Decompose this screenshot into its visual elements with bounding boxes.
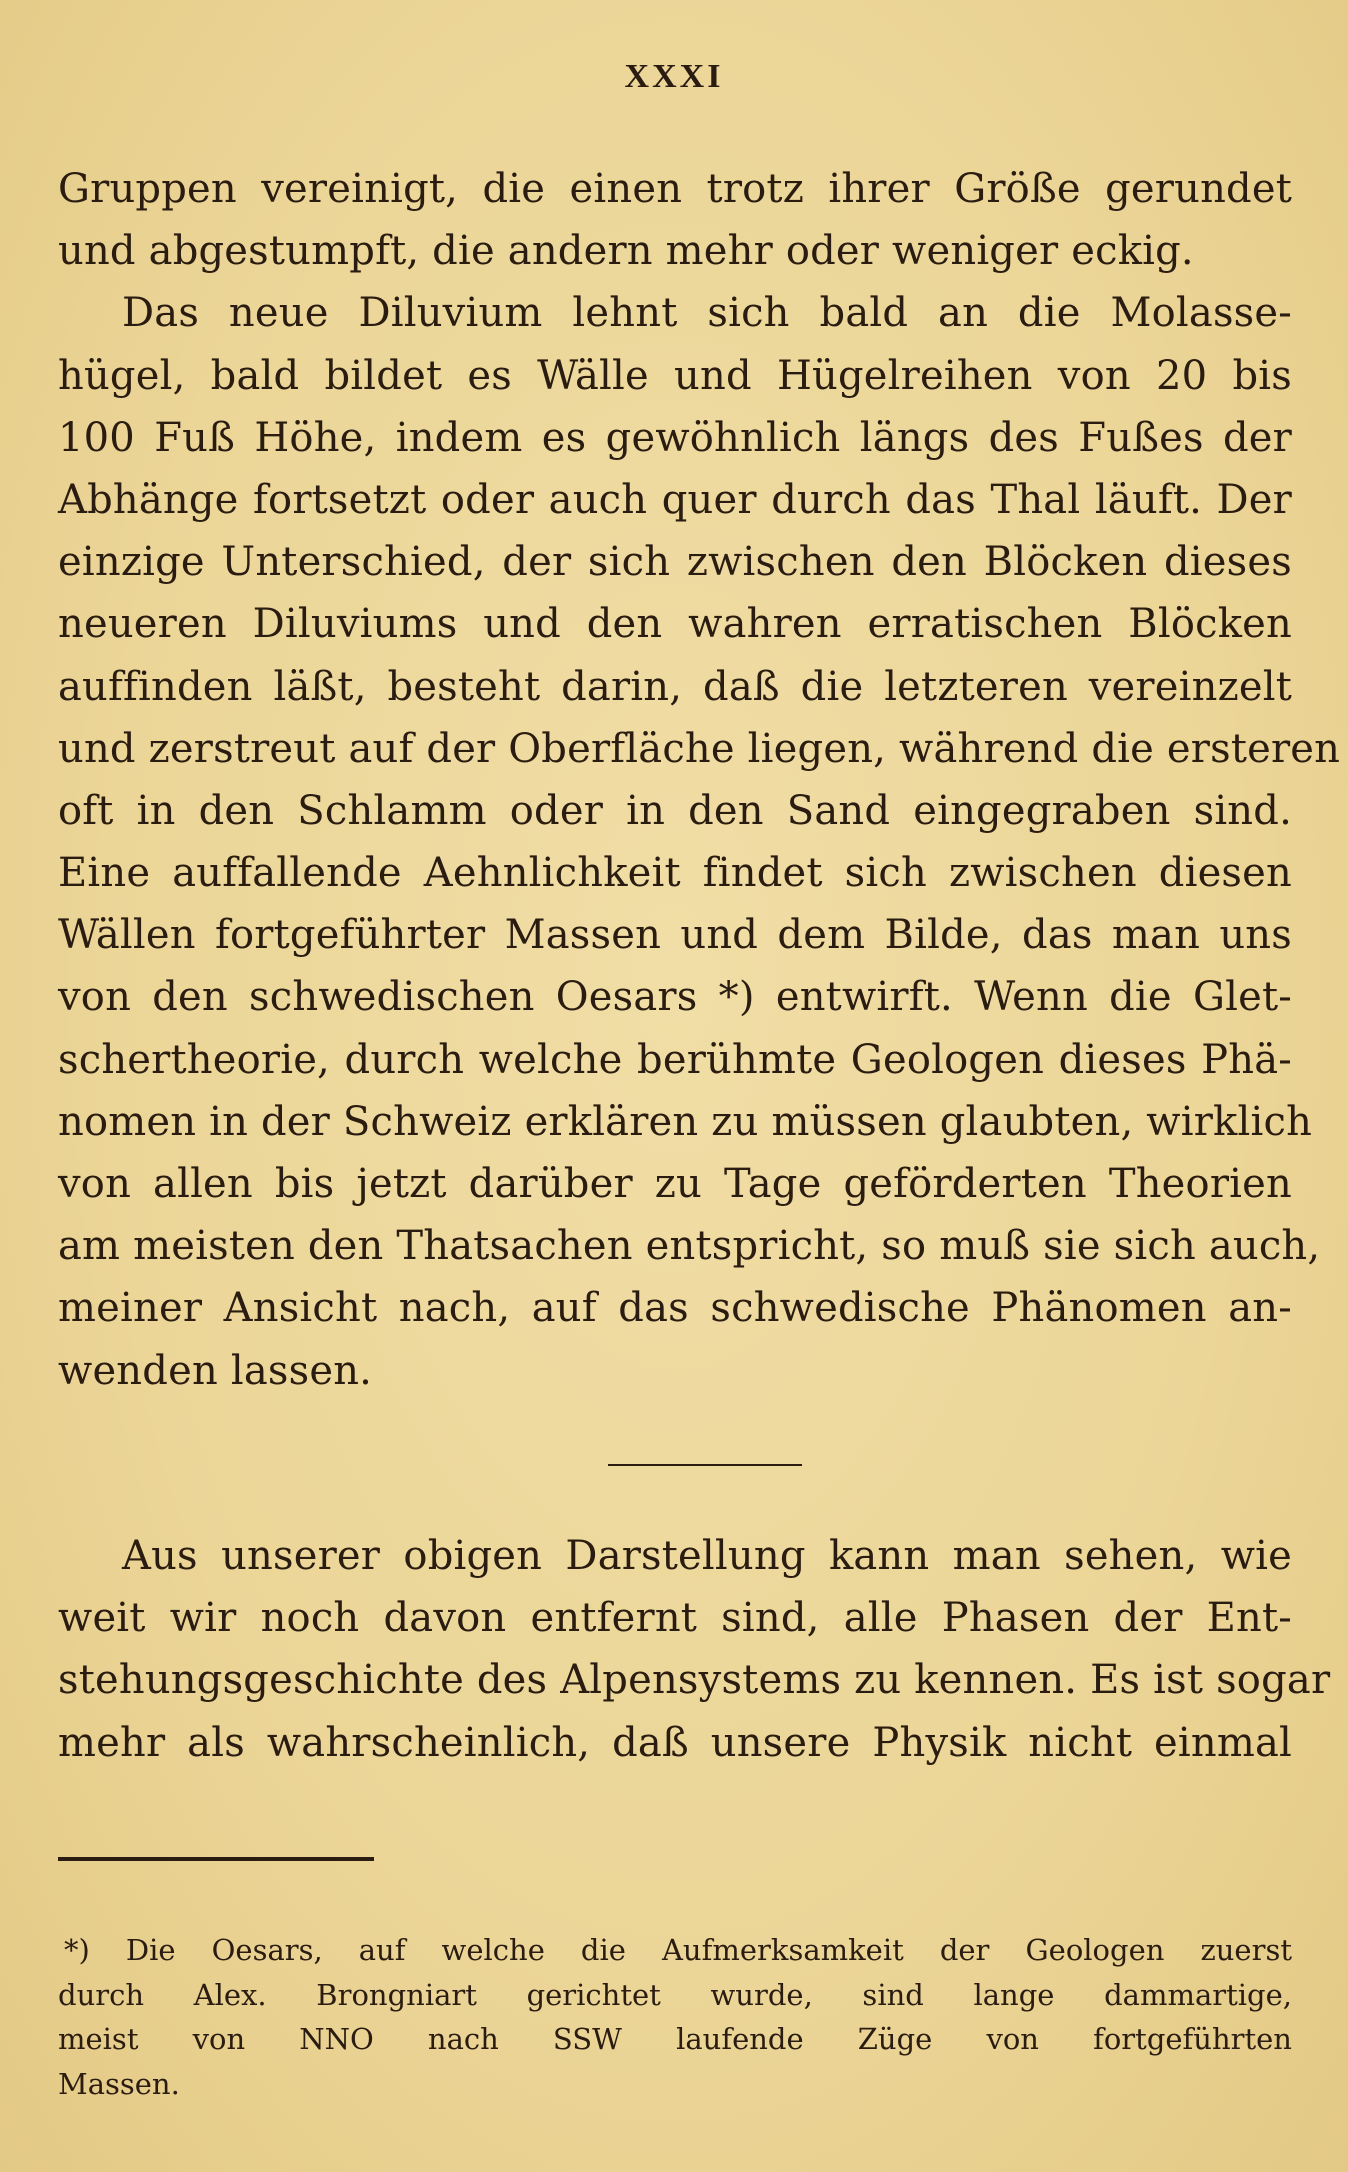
text-line: auffinden läßt, besteht darin, daß die letzteren vereinzelt — [58, 663, 1292, 710]
text-line: neueren Diluviums und den wahren erratischen Blöcken — [58, 601, 1292, 648]
paragraph-diluvium — [58, 158, 1341, 1402]
text-line: einzige Unterschied, der sich zwischen den Blöcken dieses — [58, 539, 1292, 586]
text-line: Abhänge fortsetzt oder auch quer durch das Thal läuft. Der — [58, 476, 1292, 523]
text-line: und zerstreut auf der Oberfläche liegen, während die ersteren — [58, 725, 1341, 772]
text-line: 100 Fuß Höhe, indem es gewöhnlich längs des Fußes der — [58, 414, 1292, 461]
footnote-line: Massen. — [58, 2066, 180, 2101]
text-line: Das neue Diluvium lehnt sich bald an die Molasse- — [122, 290, 1292, 337]
text-line: oft in den Schlamm oder in den Sand eingegraben sind. — [58, 787, 1292, 834]
footnote-line: durch Alex. Brongniart gerichtet wurde, sind lange dammartige, — [58, 1977, 1292, 2012]
page-number: XXXI — [624, 58, 724, 95]
text-line: hügel, bald bildet es Wälle und Hügelreihen von 20 bis — [58, 352, 1292, 399]
text-line: von allen bis jetzt darüber zu Tage geförderten Theorien — [58, 1161, 1292, 1207]
footnote-line: *) Die Oesars, auf welche die Aufmerksamkeit der Geologen zuerst — [64, 1933, 1292, 1967]
text-line: Aus unserer obigen Darstellung kann man sehen, wie — [122, 1533, 1292, 1579]
text-line: meiner Ansicht nach, auf das schwedische Phänomen an- — [58, 1285, 1292, 1332]
footnote-divider — [58, 1857, 374, 1861]
text-line: und abgestumpft, die andern mehr oder weniger eckig. — [58, 228, 1194, 275]
footnote-line: meist von NNO nach SSW laufende Züge von fortgeführten — [58, 2022, 1292, 2056]
text-line: weit wir noch davon entfernt sind, alle Phasen der Ent- — [58, 1595, 1292, 1642]
text-line: nomen in der Schweiz erklären zu müssen glaubten, wirklich — [58, 1098, 1313, 1145]
text-line: Wällen fortgeführter Massen und dem Bilde, das man uns — [58, 912, 1292, 959]
text-line: schertheorie, durch welche berühmte Geologen dieses Phä- — [58, 1036, 1292, 1083]
paragraph-conclusion — [58, 1525, 1331, 1774]
section-divider — [608, 1464, 802, 1466]
text-line: am meisten den Thatsachen entspricht, so muß sie sich auch, — [58, 1223, 1321, 1270]
text-line: Eine auffallende Aehnlichkeit findet sich zwischen diesen — [58, 850, 1292, 897]
text-line: von den schwedischen Oesars *) entwirft. Wenn die Glet- — [58, 974, 1292, 1021]
footnote-oesars — [58, 1928, 1292, 2106]
text-line: stehungsgeschichte des Alpensystems zu kennen. Es ist sogar — [58, 1657, 1331, 1704]
text-line: Gruppen vereinigt, die einen trotz ihrer Größe gerundet — [58, 166, 1292, 212]
text-line: wenden lassen. — [58, 1347, 373, 1394]
text-line: mehr als wahrscheinlich, daß unsere Physik nicht einmal — [58, 1719, 1292, 1766]
